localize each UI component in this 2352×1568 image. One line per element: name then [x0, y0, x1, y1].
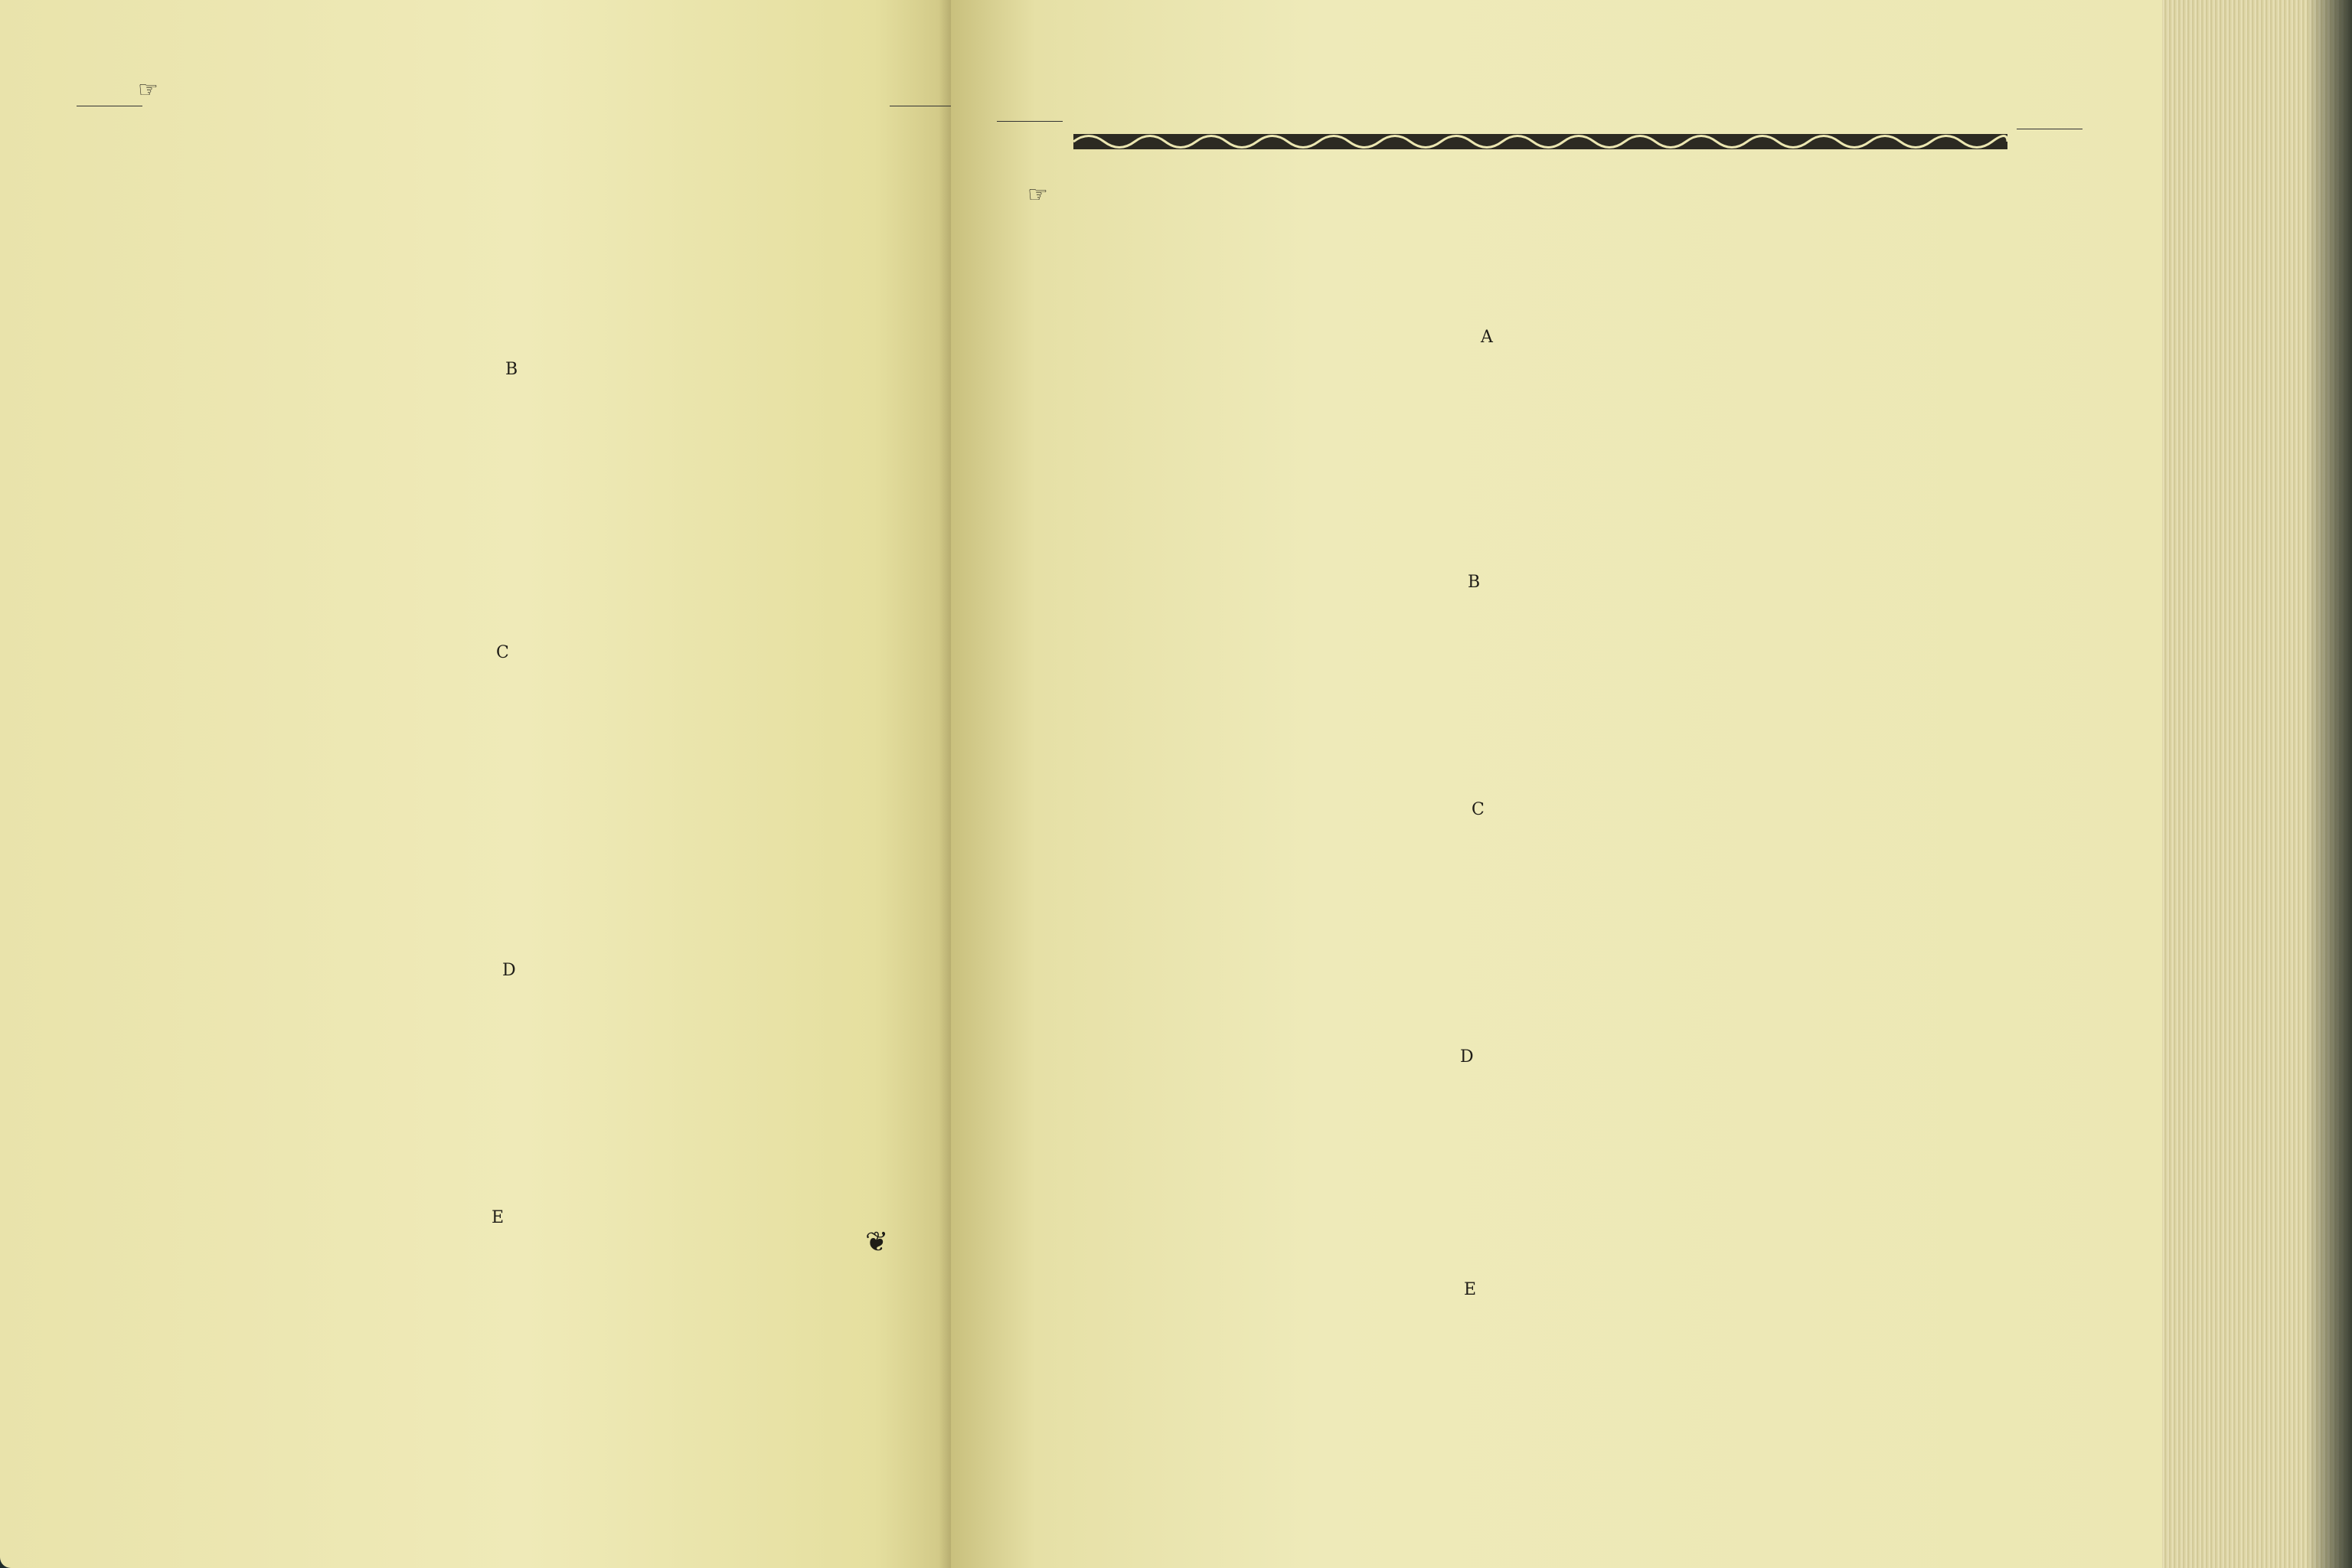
- anno-marker-right: [997, 121, 1063, 124]
- right-page-column-1: [1027, 322, 1472, 1516]
- margin-letter-c: C: [496, 643, 509, 662]
- margin-letter-b: B: [1468, 573, 1481, 592]
- margin-letter-b: B: [505, 360, 518, 379]
- fleuron-icon: ❦: [865, 1227, 889, 1258]
- margin-letter-e: E: [492, 1208, 505, 1227]
- right-page: [951, 0, 2162, 1568]
- margin-letter-c: C: [1472, 800, 1485, 819]
- page-fore-edge: [2162, 0, 2352, 1568]
- margin-letter-a: A: [1481, 328, 1493, 347]
- anno-marker-right-b: [2017, 129, 2082, 132]
- margin-letter-d: D: [502, 961, 516, 980]
- right-page-column-2: [1494, 322, 1946, 1516]
- anno-marker-left: [77, 106, 142, 109]
- anno-rule: [997, 121, 1063, 122]
- ornamental-rule: [1073, 130, 2007, 153]
- main-title: [1027, 172, 1057, 210]
- manicule-icon: ☞: [1027, 181, 1051, 208]
- left-page: [0, 0, 951, 1568]
- left-page-column-2: [521, 100, 888, 1325]
- left-page-column-1: [138, 77, 498, 1305]
- manicule-icon: ☞: [138, 77, 158, 103]
- margin-letter-d: D: [1460, 1047, 1474, 1067]
- margin-letter-e: E: [1464, 1280, 1477, 1299]
